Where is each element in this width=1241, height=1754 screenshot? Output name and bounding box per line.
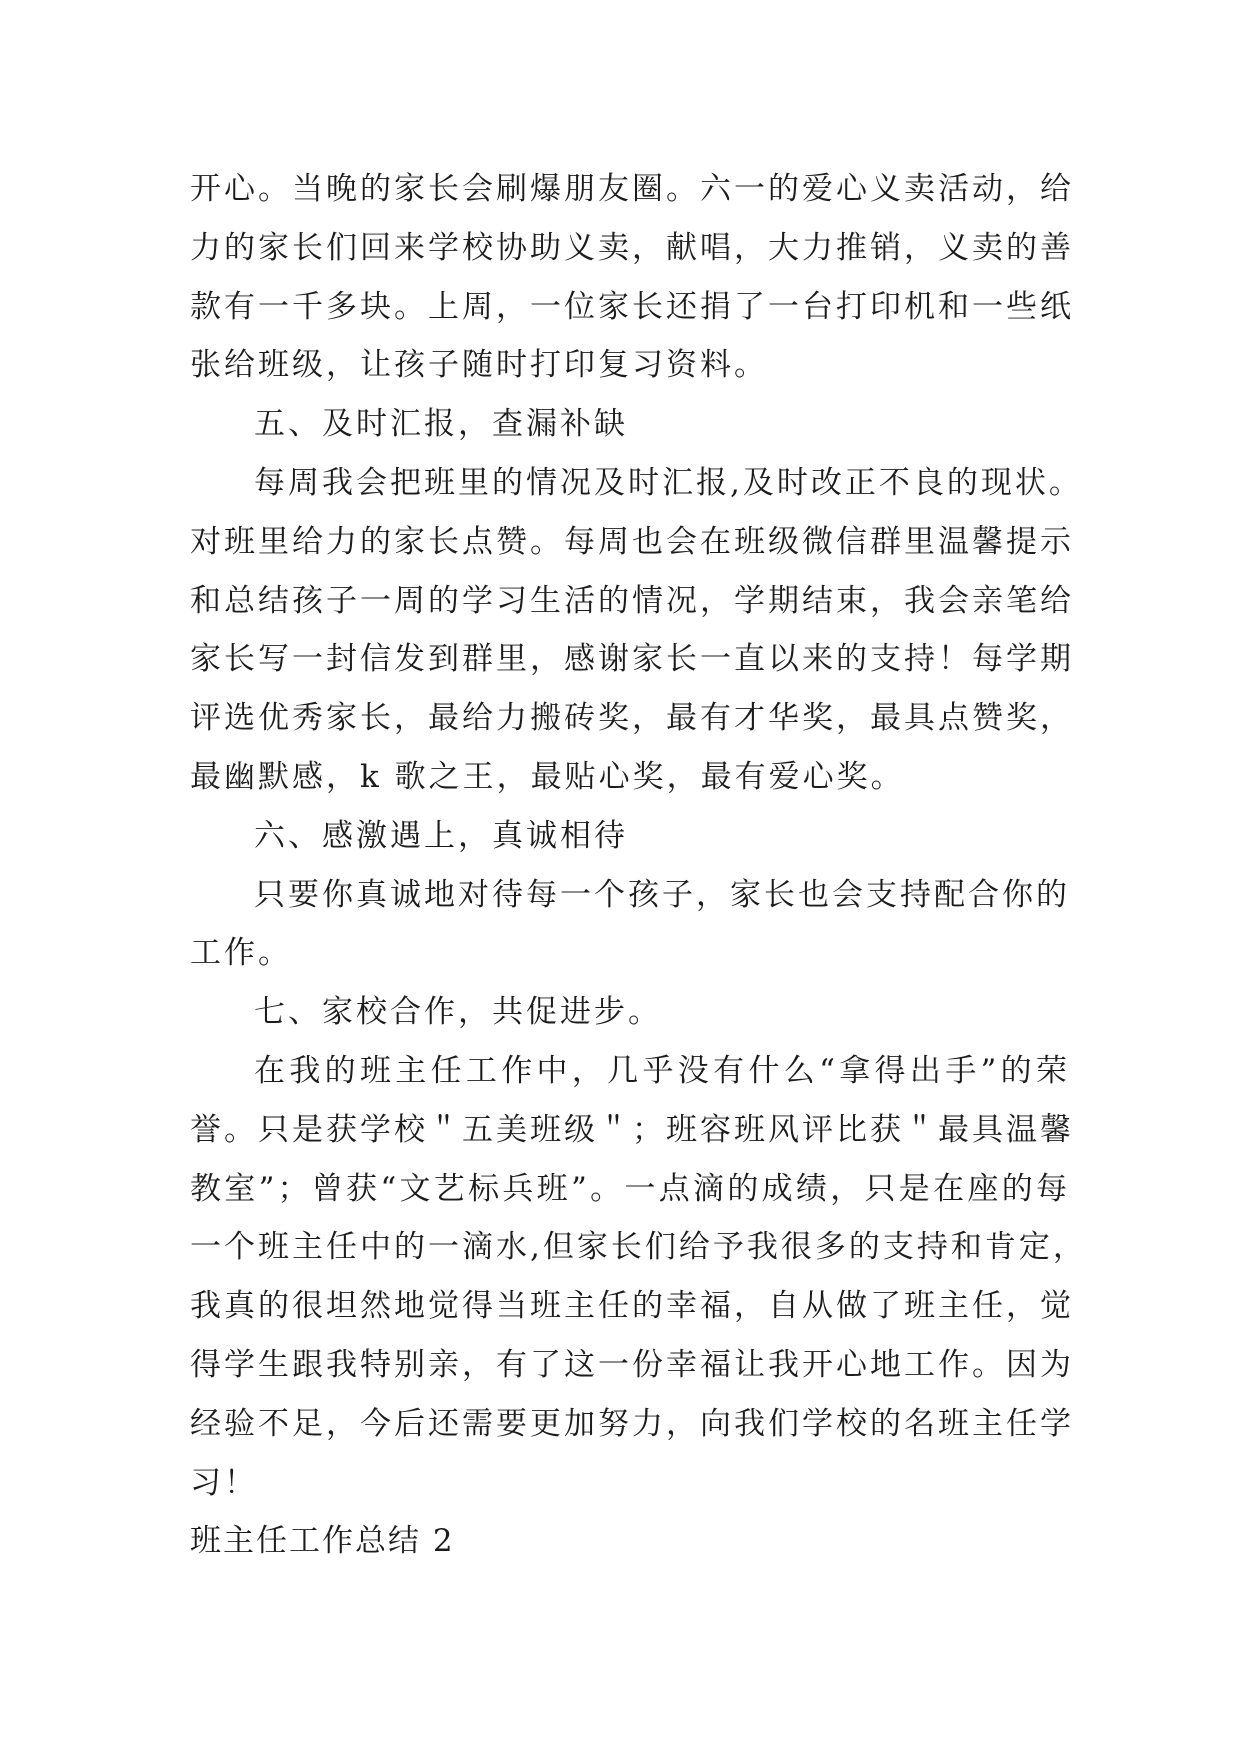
body-line: 款有一千多块。上周，一位家长还捐了一台打印机和一些纸	[190, 288, 1074, 325]
body-line: 开心。当晚的家长会刷爆朋友圈。六一的爱心义卖活动，给	[190, 171, 1074, 207]
body-line: 教室”；曾获“文艺标兵班”。一点滴的成绩，只是在座的每	[190, 1170, 1070, 1207]
body-line: 习！	[190, 1464, 258, 1501]
body-line: 最幽默感，k 歌之王，最贴心奖，最有爱心奖。	[190, 758, 905, 795]
body-line: 经验不足，今后还需要更加努力，向我们学校的名班主任学	[190, 1405, 1074, 1442]
section-heading-6: 六、感激遇上，真诚相待	[254, 817, 628, 854]
body-line: 工作。	[190, 935, 292, 972]
body-line: 力的家长们回来学校协助义卖，献唱，大力推销，义卖的善	[190, 229, 1074, 266]
body-line: 张给班级，让孩子随时打印复习资料。	[190, 347, 768, 384]
body-line: 得学生跟我特别亲，有了这一份幸福让我开心地工作。因为	[190, 1346, 1074, 1383]
section-heading-5: 五、及时汇报，查漏补缺	[254, 406, 628, 443]
body-line: 一个班主任中的一滴水,但家长们给予我很多的支持和肯定，	[190, 1229, 1087, 1266]
body-line: 我真的很坦然地觉得当班主任的幸福，自从做了班主任，觉	[190, 1288, 1074, 1325]
body-line: 和总结孩子一周的学习生活的情况，学期结束，我会亲笔给	[190, 582, 1074, 619]
body-line: 评选优秀家长，最给力搬砖奖，最有才华奖，最具点赞奖，	[190, 700, 1074, 737]
body-line: 对班里给力的家长点赞。每周也会在班级微信群里温馨提示	[190, 523, 1074, 560]
body-line: 只要你真诚地对待每一个孩子，家长也会支持配合你的	[254, 876, 1070, 913]
document-body	[190, 160, 1087, 1571]
body-line: 誉。只是获学校＂五美班级＂；班容班风评比获＂最具温馨	[190, 1111, 1074, 1148]
body-line: 家长写一封信发到群里，感谢家长一直以来的支持！每学期	[190, 641, 1074, 678]
section-heading-7: 七、家校合作，共促进步。	[254, 994, 662, 1031]
next-section-title: 班主任工作总结 2	[190, 1523, 455, 1560]
body-line: 每周我会把班里的情况及时汇报,及时改正不良的现状。	[254, 464, 1083, 501]
body-line: 在我的班主任工作中，几乎没有什么“拿得出手”的荣	[254, 1052, 1070, 1089]
